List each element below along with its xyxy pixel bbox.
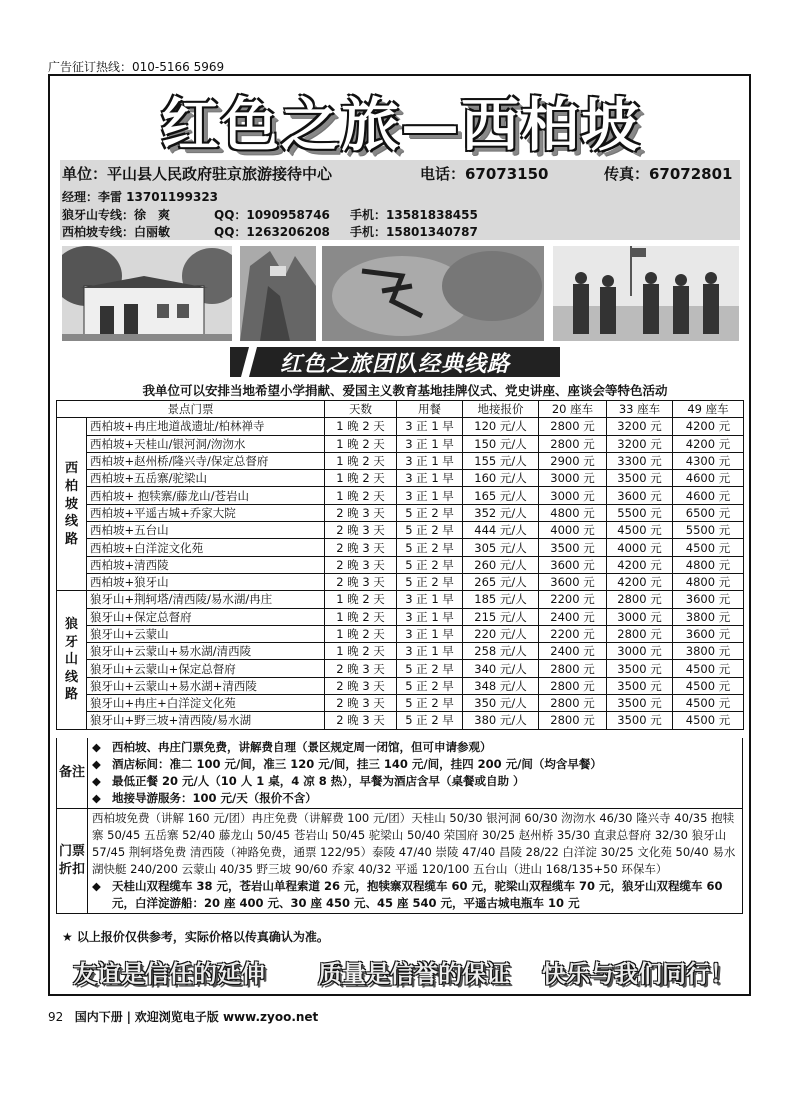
price-33-seat: 4200 元 <box>607 573 673 590</box>
page-title: 红色之旅—西柏坡 <box>160 91 641 159</box>
price-49-seat: 4500 元 <box>673 539 744 556</box>
route-days: 1 晚 2 天 <box>325 470 397 487</box>
route-days: 2 晚 3 天 <box>325 677 397 694</box>
special-activities-line: 我单位可以安排当地希望小学捐献、爱国主义教育基地挂牌仪式、党史讲座、座谈会等特色活动 <box>142 383 668 398</box>
notes-section <box>56 738 743 914</box>
route-meals: 3 正 1 早 <box>397 418 463 435</box>
price-disclaimer: ★ 以上报价仅供参考，实际价格以传真确认为准。 <box>62 930 329 944</box>
col-header: 地接报价 <box>463 401 539 418</box>
route-meals: 5 正 2 早 <box>397 677 463 694</box>
col-header: 20 座车 <box>539 401 607 418</box>
price-20-seat: 2200 元 <box>539 591 607 608</box>
route-name: 西柏坡+平遥古城+乔家大院 <box>87 504 325 521</box>
route-meals: 3 正 1 早 <box>397 625 463 642</box>
table-row <box>57 712 744 729</box>
price-33-seat: 3000 元 <box>607 608 673 625</box>
price-33-seat: 3500 元 <box>607 470 673 487</box>
price-49-seat: 6500 元 <box>673 504 744 521</box>
price-20-seat: 3500 元 <box>539 539 607 556</box>
price-33-seat: 4000 元 <box>607 539 673 556</box>
route-meals: 5 正 2 早 <box>397 573 463 590</box>
route-name: 狼牙山+云蒙山+易水湖+清西陵 <box>87 677 325 694</box>
price-20-seat: 2800 元 <box>539 695 607 712</box>
cable-car-item <box>92 878 738 912</box>
route-name: 狼牙山+荆轲塔/清西陵/易水湖/冉庄 <box>87 591 325 608</box>
route-price: 150 元/人 <box>463 435 539 452</box>
route-days: 2 晚 3 天 <box>325 504 397 521</box>
bullet-icon: ◆ <box>92 791 101 805</box>
photo-leader-statues <box>553 246 739 341</box>
route-price: 215 元/人 <box>463 608 539 625</box>
page-number: 92 <box>48 1010 64 1024</box>
photo-memorial-building <box>62 246 232 341</box>
price-20-seat: 2800 元 <box>539 435 607 452</box>
route-meals: 3 正 1 早 <box>397 591 463 608</box>
table-row <box>57 677 744 694</box>
price-49-seat: 4500 元 <box>673 677 744 694</box>
price-49-seat: 4500 元 <box>673 660 744 677</box>
price-49-seat: 4500 元 <box>673 695 744 712</box>
route-name: 狼牙山+保定总督府 <box>87 608 325 625</box>
route-price: 220 元/人 <box>463 625 539 642</box>
bullet-icon: ◆ <box>92 879 101 893</box>
route-meals: 5 正 2 早 <box>397 660 463 677</box>
line-mobile: 手机：15801340787 <box>350 225 478 239</box>
price-33-seat: 2800 元 <box>607 625 673 642</box>
price-33-seat: 3500 元 <box>607 660 673 677</box>
fax-number: 传真：67072801 <box>604 165 733 183</box>
route-meals: 5 正 2 早 <box>397 504 463 521</box>
remark-text: 西柏坡、冉庄门票免费，讲解费自理（景区规定周一闭馆，但可申请参观） <box>112 740 492 754</box>
price-49-seat: 4200 元 <box>673 435 744 452</box>
price-20-seat: 4800 元 <box>539 504 607 521</box>
route-price: 444 元/人 <box>463 522 539 539</box>
table-row <box>57 608 744 625</box>
routes-banner: 红色之旅团队经典线路 <box>230 347 560 377</box>
route-name: 西柏坡+冉庄地道战遗址/柏林禅寺 <box>87 418 325 435</box>
route-group-label <box>57 418 87 591</box>
route-meals: 5 正 2 早 <box>397 539 463 556</box>
line-qq: QQ：1090958746 <box>214 208 330 222</box>
table-row <box>57 435 744 452</box>
price-33-seat: 5500 元 <box>607 504 673 521</box>
price-20-seat: 2400 元 <box>539 643 607 660</box>
unit-name: 单位：平山县人民政府驻京旅游接待中心 <box>62 165 333 183</box>
table-row <box>57 643 744 660</box>
remark-text: 酒店标间：准二 100 元/间，准三 120 元/间，挂三 140 元/间，挂四 200 元/间（均含早餐） <box>112 757 602 771</box>
route-group-text: 狼牙山线路 <box>64 617 78 703</box>
price-33-seat: 2800 元 <box>607 591 673 608</box>
table-row <box>57 504 744 521</box>
remarks-label: 备注 <box>57 738 88 808</box>
table-row <box>57 625 744 642</box>
table-row <box>57 591 744 608</box>
price-20-seat: 2400 元 <box>539 608 607 625</box>
line-label: 西柏坡专线：白丽敏 <box>62 225 171 239</box>
remark-item <box>92 790 738 807</box>
price-49-seat: 5500 元 <box>673 522 744 539</box>
route-price: 305 元/人 <box>463 539 539 556</box>
price-49-seat: 4500 元 <box>673 712 744 729</box>
price-49-seat: 4200 元 <box>673 418 744 435</box>
route-days: 2 晚 3 天 <box>325 695 397 712</box>
tickets-block <box>57 808 742 913</box>
price-49-seat: 4800 元 <box>673 556 744 573</box>
route-meals: 5 正 2 早 <box>397 556 463 573</box>
route-days: 1 晚 2 天 <box>325 435 397 452</box>
bullet-icon: ◆ <box>92 740 101 754</box>
price-20-seat: 2200 元 <box>539 625 607 642</box>
route-days: 1 晚 2 天 <box>325 487 397 504</box>
contact-info-box <box>60 160 740 240</box>
slogan-quality: 质量是信誉的保证 <box>318 959 510 988</box>
route-days: 1 晚 2 天 <box>325 418 397 435</box>
route-meals: 5 正 2 早 <box>397 695 463 712</box>
price-49-seat: 4600 元 <box>673 470 744 487</box>
price-20-seat: 3600 元 <box>539 556 607 573</box>
route-price: 380 元/人 <box>463 712 539 729</box>
line-qq: QQ：1263206208 <box>214 225 330 239</box>
ticket-prices: 西柏坡免费（讲解 160 元/团）冉庄免费（讲解费 100 元/团）天桂山 50/30 银河洞 60/30 沕沕水 46/30 隆兴寺 40/35 抱犊寨 50/45 五岳寨 52/40 藤龙山 50/45 苍岩山 50/45 驼梁山 50/40 荣国府 30/25 赵州桥 35/30 直隶总督府 32/30 狼牙山 57/45 荆轲塔免费 清西陵（神路免费，通票 122/95）泰陵 47/40 崇陵 47/40 昌陵 28/22 白洋淀 30/25 文化苑 50/40 易水湖快艇 240/200 云蒙山 40/35 野三坡 90/60 乔家 40/32 平遥 120/100 五台山（进山 168/135+50 环保车） <box>92 811 736 876</box>
route-price: 352 元/人 <box>463 504 539 521</box>
remarks-block <box>57 738 742 808</box>
route-name: 西柏坡+ 抱犊寨/藤龙山/苍岩山 <box>87 487 325 504</box>
table-row <box>57 556 744 573</box>
price-49-seat: 4800 元 <box>673 573 744 590</box>
route-meals: 3 正 1 早 <box>397 608 463 625</box>
table-row <box>57 418 744 435</box>
price-33-seat: 4200 元 <box>607 556 673 573</box>
photo-calligraphy-rock <box>322 246 544 341</box>
route-name: 狼牙山+云蒙山+保定总督府 <box>87 660 325 677</box>
price-49-seat: 3800 元 <box>673 643 744 660</box>
route-name: 西柏坡+五台山 <box>87 522 325 539</box>
section-name: 国内下册 <box>74 1010 123 1024</box>
price-20-seat: 2800 元 <box>539 418 607 435</box>
price-33-seat: 3200 元 <box>607 418 673 435</box>
price-49-seat: 3600 元 <box>673 591 744 608</box>
table-row <box>57 660 744 677</box>
route-price: 165 元/人 <box>463 487 539 504</box>
route-price: 120 元/人 <box>463 418 539 435</box>
route-price: 340 元/人 <box>463 660 539 677</box>
route-days: 1 晚 2 天 <box>325 591 397 608</box>
route-days: 2 晚 3 天 <box>325 660 397 677</box>
route-meals: 3 正 1 早 <box>397 487 463 504</box>
col-header: 天数 <box>325 401 397 418</box>
price-20-seat: 2900 元 <box>539 452 607 469</box>
slogan-strip <box>60 952 740 992</box>
route-days: 2 晚 3 天 <box>325 573 397 590</box>
remarks-list <box>88 738 742 808</box>
route-price: 350 元/人 <box>463 695 539 712</box>
tickets-body <box>88 809 742 913</box>
slogan-friendship: 友谊是信任的延伸 <box>73 959 265 988</box>
col-header: 景点门票 <box>57 401 325 418</box>
tickets-label: 门票折扣 <box>57 809 88 913</box>
line-label: 狼牙山专线：徐 爽 <box>62 208 171 222</box>
route-name: 狼牙山+冉庄+白洋淀文化苑 <box>87 695 325 712</box>
price-33-seat: 3000 元 <box>607 643 673 660</box>
remark-item <box>92 756 738 773</box>
table-row <box>57 487 744 504</box>
route-days: 1 晚 2 天 <box>325 643 397 660</box>
slogan-happiness: 快乐与我们同行！ <box>542 959 734 988</box>
route-name: 狼牙山+云蒙山+易水湖/清西陵 <box>87 643 325 660</box>
route-name: 狼牙山+云蒙山 <box>87 625 325 642</box>
price-20-seat: 3000 元 <box>539 487 607 504</box>
route-name: 西柏坡+白洋淀文化苑 <box>87 539 325 556</box>
remark-text: 地接导游服务：100 元/天（报价不含） <box>112 791 317 805</box>
price-33-seat: 3500 元 <box>607 695 673 712</box>
manager-contact: 经理：李雷 13701199323 <box>62 190 219 204</box>
table-row <box>57 452 744 469</box>
price-33-seat: 4500 元 <box>607 522 673 539</box>
table-row <box>57 539 744 556</box>
price-20-seat: 3600 元 <box>539 573 607 590</box>
table-row <box>57 522 744 539</box>
footer-website: 欢迎浏览电子版 www.zyoo.net <box>134 1010 319 1024</box>
route-price: 258 元/人 <box>463 643 539 660</box>
page-footer <box>48 1008 318 1025</box>
col-header: 33 座车 <box>607 401 673 418</box>
col-header: 49 座车 <box>673 401 744 418</box>
route-name: 西柏坡+清西陵 <box>87 556 325 573</box>
price-49-seat: 3600 元 <box>673 625 744 642</box>
table-header-row <box>57 401 744 418</box>
route-days: 2 晚 3 天 <box>325 522 397 539</box>
remark-item <box>92 739 738 756</box>
route-days: 1 晚 2 天 <box>325 625 397 642</box>
remark-text: 最低正餐 20 元/人（10 人 1 桌，4 凉 8 热），早餐为酒店含早（桌餐或自助 ） <box>112 774 525 788</box>
route-group-label <box>57 591 87 729</box>
route-price: 160 元/人 <box>463 470 539 487</box>
price-20-seat: 2800 元 <box>539 677 607 694</box>
route-price: 185 元/人 <box>463 591 539 608</box>
route-name: 狼牙山+野三坡+清西陵/易水湖 <box>87 712 325 729</box>
footer-divider: | <box>126 1010 131 1024</box>
route-name: 西柏坡+狼牙山 <box>87 573 325 590</box>
route-group-text: 西柏坡线路 <box>64 461 78 547</box>
table-row <box>57 573 744 590</box>
route-price: 260 元/人 <box>463 556 539 573</box>
line-mobile: 手机：13581838455 <box>350 208 478 222</box>
table-row <box>57 470 744 487</box>
route-meals: 5 正 2 早 <box>397 522 463 539</box>
route-name: 西柏坡+赵州桥/隆兴寺/保定总督府 <box>87 452 325 469</box>
photo-cliff <box>240 246 316 341</box>
price-33-seat: 3300 元 <box>607 452 673 469</box>
price-33-seat: 3500 元 <box>607 677 673 694</box>
cable-car-prices: 天桂山双程缆车 38 元，苍岩山单程索道 26 元，抱犊寨双程缆车 60 元，驼梁山双程缆车 70 元，狼牙山双程缆车 60 元，白洋淀游船：20 座 400 元、30 座 450 元、45 座 540 元，平遥古城电瓶车 10 元 <box>112 879 723 910</box>
route-days: 2 晚 3 天 <box>325 539 397 556</box>
bullet-icon: ◆ <box>92 757 101 771</box>
bullet-icon: ◆ <box>92 774 101 788</box>
route-days: 2 晚 3 天 <box>325 712 397 729</box>
phone-number: 电话：67073150 <box>420 165 549 183</box>
price-49-seat: 4300 元 <box>673 452 744 469</box>
price-20-seat: 2800 元 <box>539 660 607 677</box>
remark-item <box>92 773 738 790</box>
route-name: 西柏坡+五岳寨/驼梁山 <box>87 470 325 487</box>
route-meals: 3 正 1 早 <box>397 643 463 660</box>
price-20-seat: 3000 元 <box>539 470 607 487</box>
col-header: 用餐 <box>397 401 463 418</box>
route-days: 1 晚 2 天 <box>325 608 397 625</box>
route-meals: 3 正 1 早 <box>397 470 463 487</box>
price-33-seat: 3200 元 <box>607 435 673 452</box>
price-49-seat: 3800 元 <box>673 608 744 625</box>
route-meals: 3 正 1 早 <box>397 452 463 469</box>
price-20-seat: 4000 元 <box>539 522 607 539</box>
price-33-seat: 3500 元 <box>607 712 673 729</box>
route-name: 西柏坡+天桂山/银河洞/沕沕水 <box>87 435 325 452</box>
route-price: 265 元/人 <box>463 573 539 590</box>
price-49-seat: 4600 元 <box>673 487 744 504</box>
route-price: 348 元/人 <box>463 677 539 694</box>
table-row <box>57 695 744 712</box>
route-days: 2 晚 3 天 <box>325 556 397 573</box>
route-price: 155 元/人 <box>463 452 539 469</box>
price-20-seat: 2800 元 <box>539 712 607 729</box>
routes-table <box>56 400 744 730</box>
ad-hotline: 广告征订热线：010-5166 5969 <box>48 60 225 74</box>
route-meals: 3 正 1 早 <box>397 435 463 452</box>
price-33-seat: 3600 元 <box>607 487 673 504</box>
route-meals: 5 正 2 早 <box>397 712 463 729</box>
route-days: 1 晚 2 天 <box>325 452 397 469</box>
